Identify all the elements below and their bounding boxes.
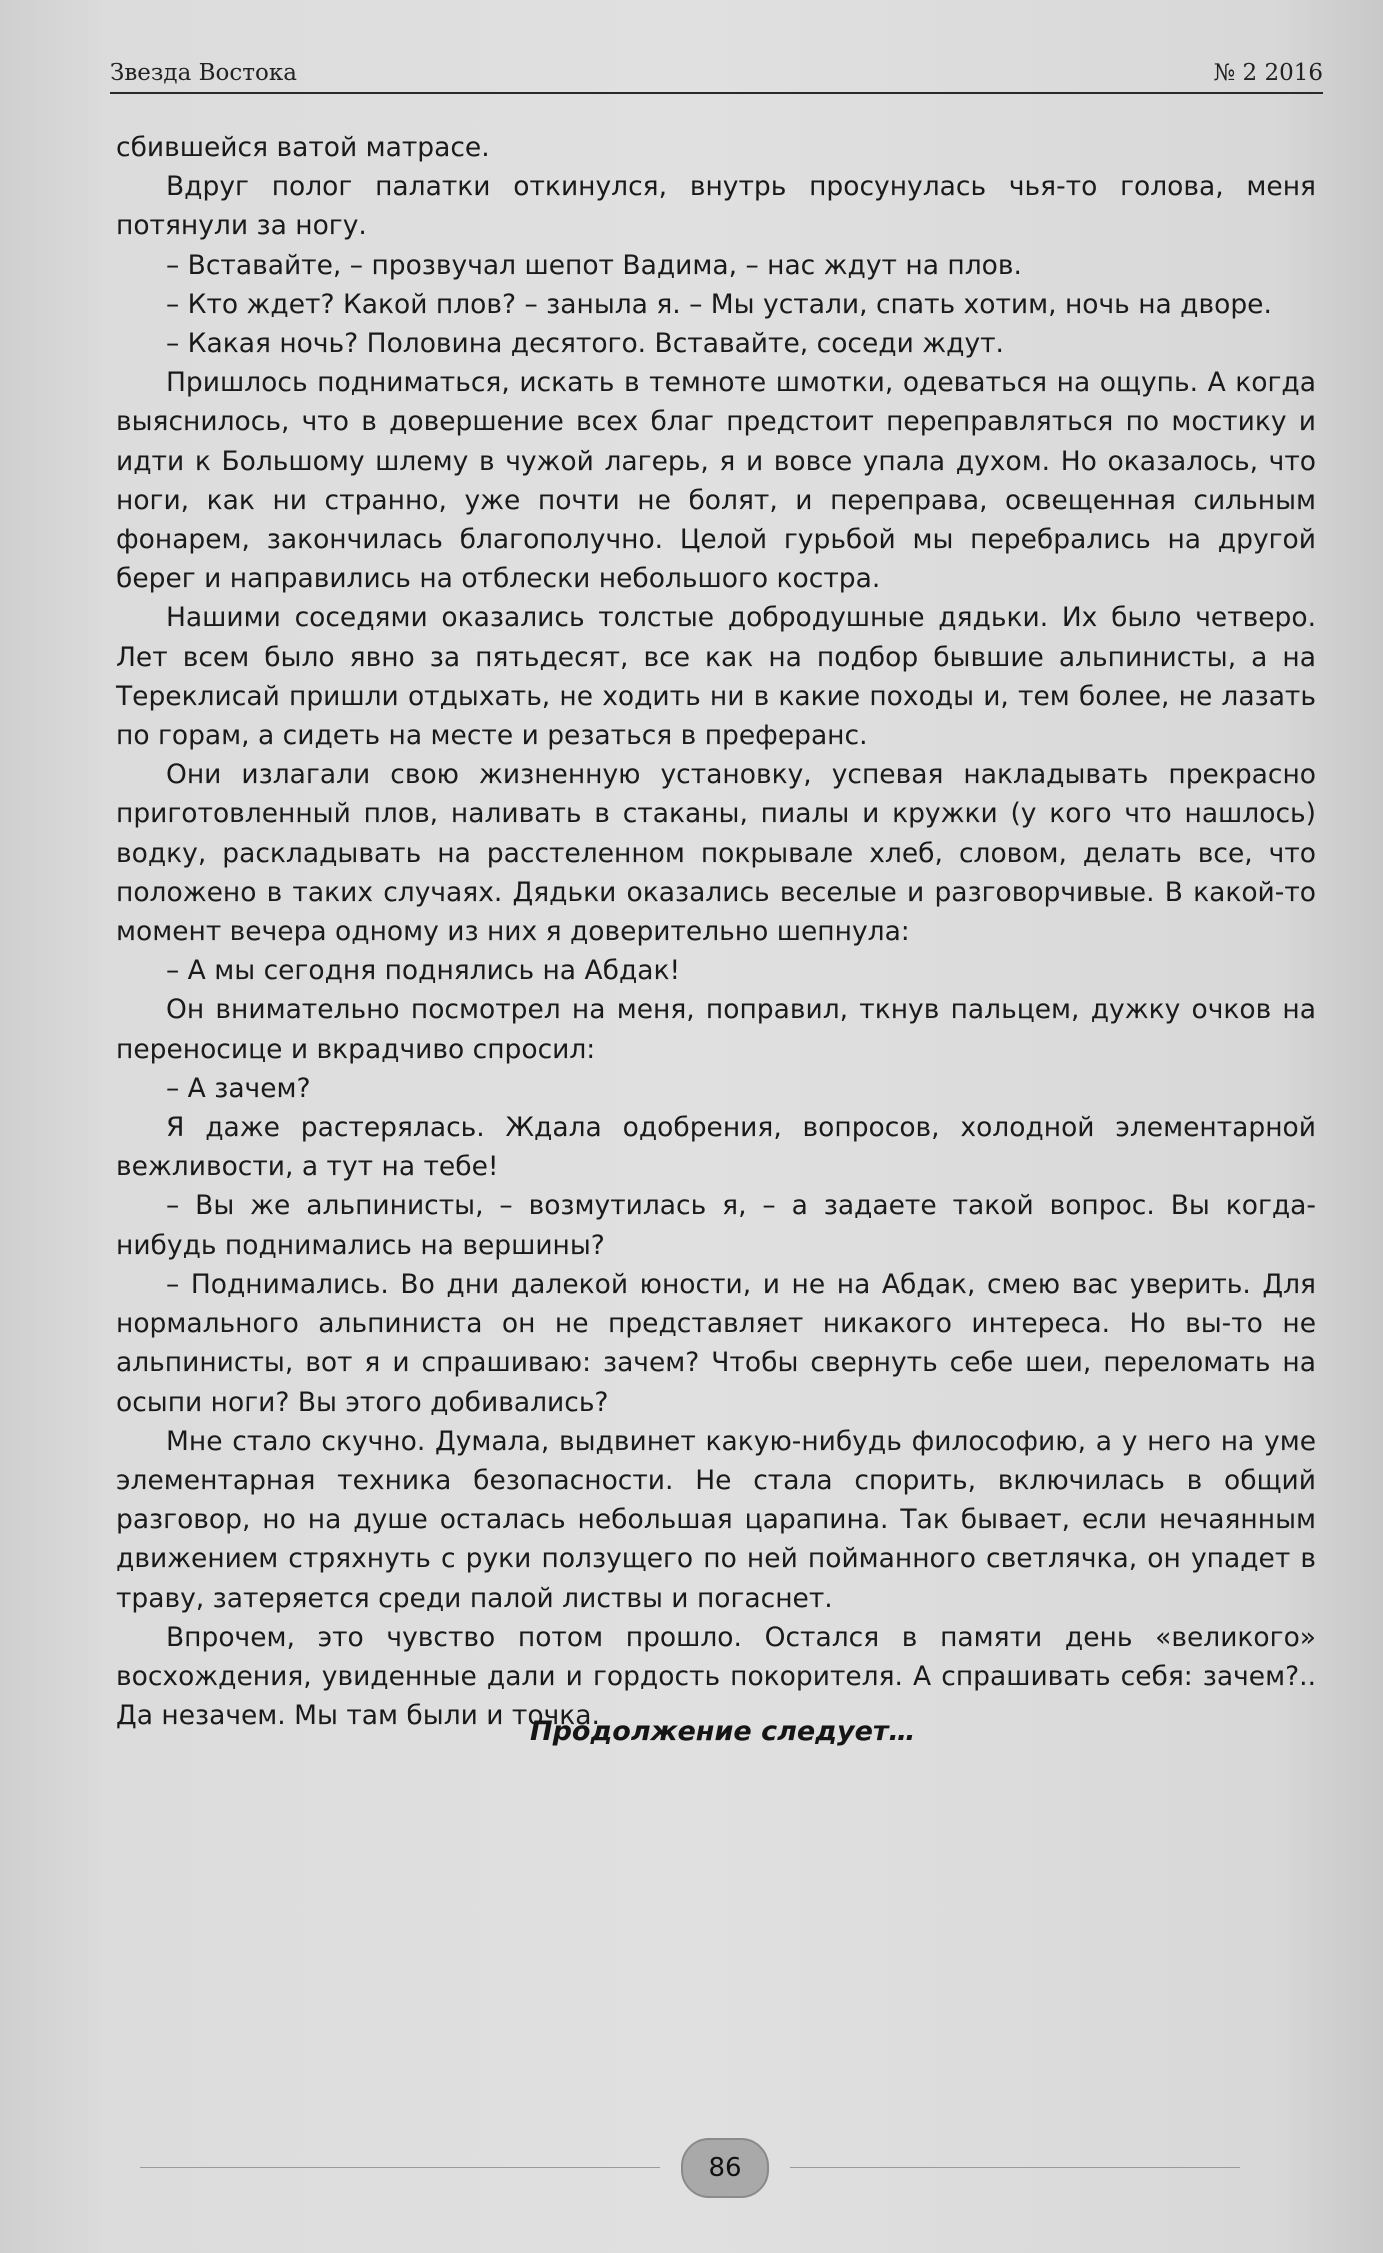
to-be-continued: Продолжение следует… — [530, 1716, 916, 1747]
paragraph: – Вы же альпинисты, – возмутилась я, – а задаете такой вопрос. Вы когда-нибудь поднимались на вершины? — [116, 1190, 1316, 1261]
paragraph: Впрочем, это чувство потом прошло. Остался в памяти день «великого» восхождения, увиденные дали и гордость покорителя. А спрашивать себя: зачем?.. Да незачем. Мы там были и точка. — [116, 1621, 1316, 1732]
paragraph: – А мы сегодня поднялись на Абдак! — [166, 955, 681, 987]
running-header — [110, 52, 1323, 94]
page-number: 86 — [708, 2153, 742, 2183]
page-footer — [0, 2138, 1383, 2198]
footer-divider — [140, 2167, 660, 2168]
paragraph: Они излагали свою жизненную установку, успевая накладывать прекрасно приготовленный плов, наливать в стаканы, пиалы и кружки (у кого что нашлось) водку, раскладывать на расстеленном покрывале хлеб, словом, делать все, что положено в таких случаях. Дядьки оказались веселые и разговорчивые. В какой-то момент вечера одному из них я доверительно шепнула: — [116, 759, 1316, 948]
article-body — [116, 128, 1316, 1735]
paragraph: – А зачем? — [166, 1072, 311, 1104]
paragraph: – Поднимались. Во дни далекой юности, и не на Абдак, смею вас уверить. Для нормального альпиниста он не представляет никакого интереса. Но вы-то не альпинисты, вот я и спрашиваю: зачем? Чтобы свернуть себе шеи, переломать на осыпи ноги? Вы этого добивались? — [116, 1268, 1316, 1418]
paragraph: – Кто ждет? Какой плов? – заныла я. – Мы устали, спать хотим, ночь на дворе. — [166, 288, 1272, 320]
paragraph: – Какая ночь? Половина десятого. Вставайте, соседи ждут. — [166, 328, 1004, 360]
paragraph: Нашими соседями оказались толстые добродушные дядьки. Их было четверо. Лет всем было явно за пятьдесят, все как на подбор бывшие альпинисты, а на Тереклисай пришли отдыхать, не ходить ни в какие походы и, тем более, не лазать по горам, а сидеть на месте и резаться в преферанс. — [116, 602, 1316, 752]
paragraph: Я даже растерялась. Ждала одобрения, вопросов, холодной элементарной вежливости, а тут на тебе! — [116, 1112, 1316, 1183]
paragraph: сбившейся ватой матрасе. — [116, 132, 490, 163]
paragraph: Мне стало скучно. Думала, выдвинет какую-нибудь философию, а у него на уме элементарная техника безопасности. Не стала спорить, включилась в общий разговор, но на душе осталась небольшая царапина. Так бывает, если нечаянным движением стряхнуть с руки ползущего по ней пойманного светлячка, он упадет в траву, затеряется среди палой листвы и погаснет. — [116, 1425, 1316, 1614]
paragraph: – Вставайте, – прозвучал шепот Вадима, – нас ждут на плов. — [166, 249, 1022, 281]
issue-number: № 2 2016 — [1213, 60, 1323, 86]
footer-divider — [790, 2167, 1240, 2168]
paragraph: Вдруг полог палатки откинулся, внутрь просунулась чья-то голова, меня потянули за ногу. — [116, 171, 1316, 242]
paragraph: Пришлось подниматься, искать в темноте шмотки, одеваться на ощупь. А когда выяснилось, что в довершение всех благ предстоит переправляться по мостику и идти к Большому шлему в чужой лагерь, я и вовсе упала духом. Но оказалось, что ноги, как ни странно, уже почти не болят, и переправа, освещенная сильным фонарем, закончилась благополучно. Целой гурьбой мы перебрались на другой берег и направились на отблески небольшого костра. — [116, 367, 1316, 595]
paragraph: Он внимательно посмотрел на меня, поправил, ткнув пальцем, дужку очков на переносице и вкрадчиво спросил: — [116, 994, 1316, 1065]
journal-title: Звезда Востока — [110, 60, 297, 86]
